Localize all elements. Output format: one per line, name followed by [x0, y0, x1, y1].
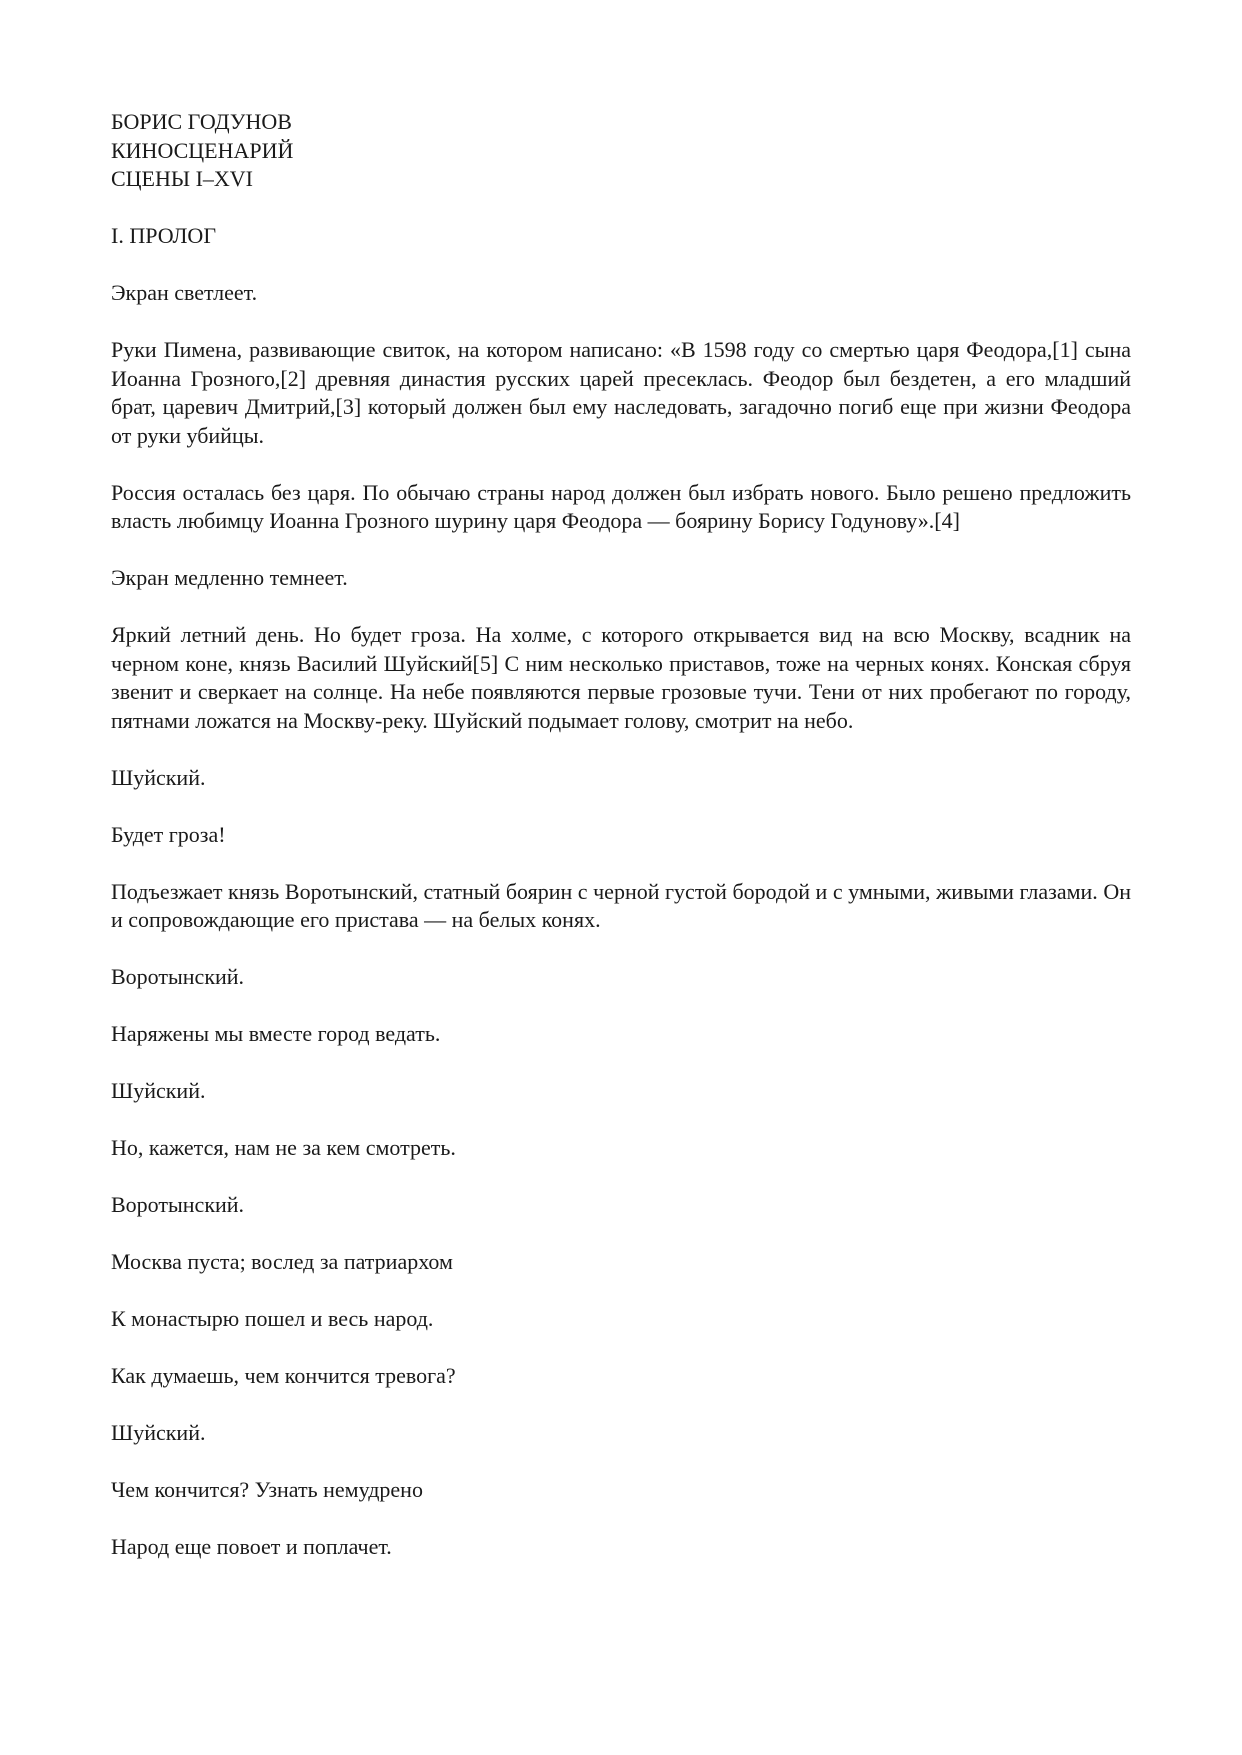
speaker-name: Воротынский.: [111, 964, 245, 989]
document-scenes-range: СЦЕНЫ I–XVI: [111, 166, 254, 191]
dialogue-line: Москва пуста; вослед за патриархом: [111, 1249, 453, 1274]
section-title: I. ПРОЛОГ: [111, 223, 217, 248]
dialogue-line: Чем кончится? Узнать немудрено: [111, 1477, 423, 1502]
paragraph: Экран медленно темнеет.: [111, 565, 348, 590]
dialogue-line: Будет гроза!: [111, 821, 226, 847]
document-subtitle: КИНОСЦЕНАРИЙ: [111, 137, 294, 163]
speaker-name: Шуйский.: [111, 764, 206, 790]
speaker-name: Шуйский.: [111, 1078, 206, 1103]
dialogue-line: К монастырю пошел и весь народ.: [111, 1306, 434, 1331]
dialogue-line: Народ еще повоет и поплачет.: [111, 1534, 392, 1559]
paragraph: Россия осталась без царя. По обычаю страны народ должен был избрать нового. Было решено предложить власть любимцу Иоанна Грозного шурину царя Феодора — боярину Борису Годунову».[4]: [111, 479, 1131, 533]
paragraph: Яркий летний день. Но будет гроза. На холме, с которого открывается вид на всю Москву, всадник на черном коне, князь Василий Шуйский[5] С ним несколько приставов, тоже на черных конях. Конская сбруя звенит и сверкает на солнце. На небе появляются первые грозовые тучи. Тени от них пробегают по городу, пятнами ложатся на Москву-реку. Шуйский подымает голову, смотрит на небо.: [111, 622, 1131, 733]
document-title-block: [111, 108, 1131, 194]
dialogue-line: Наряжены мы вместе город ведать.: [111, 1021, 441, 1046]
paragraph: Экран светлеет.: [111, 280, 258, 305]
paragraph: Подъезжает князь Воротынский, статный боярин с черной густой бородой и с умными, живыми глазами. Он и сопровождающие его пристава — на белых конях.: [111, 878, 1131, 932]
paragraph: Руки Пимена, развивающие свиток, на котором написано: «В 1598 году со смертью царя Феодора,[1] сына Иоанна Грозного,[2] древняя династия русских царей пресеклась. Феодор был бездетен, а его младший брат, царевич Дмитрий,[3] который должен был ему наследовать, загадочно погиб еще при жизни Феодора от руки убийцы.: [111, 337, 1131, 448]
dialogue-line: Как думаешь, чем кончится тревога?: [111, 1363, 456, 1388]
document-page: [111, 108, 1131, 1562]
speaker-name: Воротынский.: [111, 1192, 245, 1217]
speaker-name: Шуйский.: [111, 1420, 206, 1445]
document-title: БОРИС ГОДУНОВ: [111, 109, 292, 134]
dialogue-line: Но, кажется, нам не за кем смотреть.: [111, 1135, 456, 1160]
